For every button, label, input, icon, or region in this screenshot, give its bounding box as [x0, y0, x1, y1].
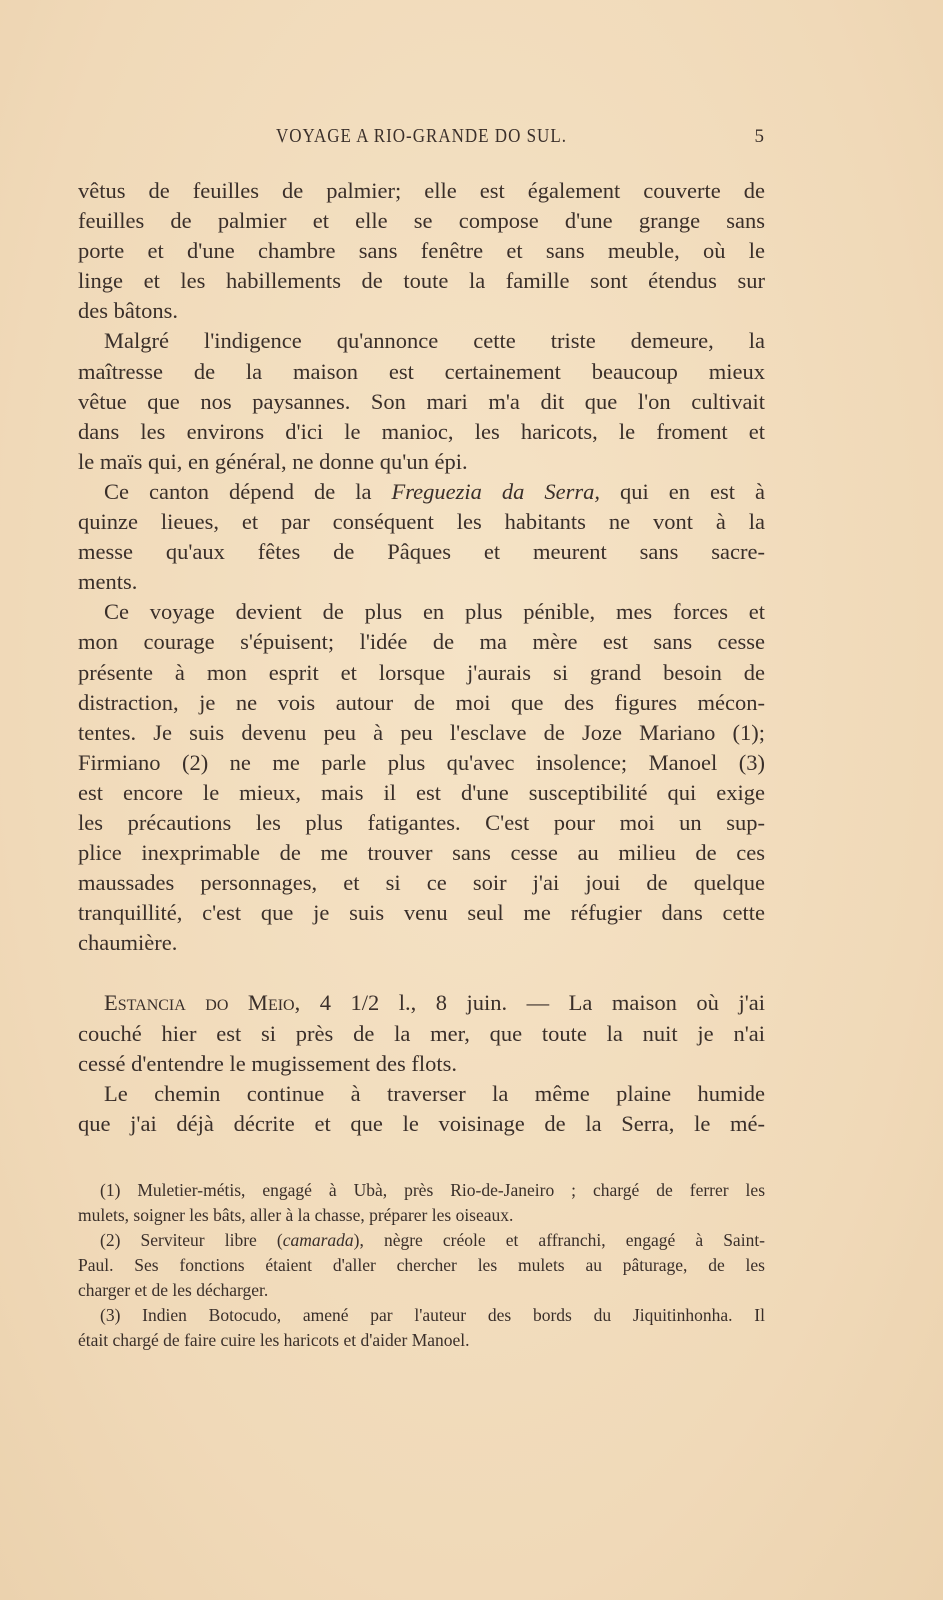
- body-line: [78, 597, 765, 627]
- text-run: qui en est à: [600, 478, 765, 504]
- text-run: est encore le mieux, mais il est d'une susceptibilité qui exige: [78, 779, 765, 805]
- footnote-line: [78, 1228, 765, 1253]
- text-run: couché hier est si près de la mer, que toute la nuit je n'ai: [78, 1020, 765, 1046]
- body-text: [78, 176, 765, 1139]
- text-run: vêtue que nos paysannes. Son mari m'a dit que l'on cultivait: [78, 388, 765, 414]
- body-line: [78, 1079, 765, 1109]
- running-title: VOYAGE A RIO-GRANDE DO SUL.: [276, 124, 567, 147]
- body-line: [78, 658, 765, 688]
- text-run: mon courage s'épuisent; l'idée de ma mère est sans cesse: [78, 629, 765, 655]
- text-run: charger et de les décharger.: [78, 1280, 269, 1300]
- body-line: [78, 778, 765, 808]
- body-line: [78, 718, 765, 748]
- body-line: [78, 898, 765, 928]
- text-run: que j'ai déjà décrite et que le voisinage de la Serra, le mé-: [78, 1110, 765, 1136]
- body-line: [78, 507, 765, 537]
- text-run: messe qu'aux fêtes de Pâques et meurent sans sacre-: [78, 539, 765, 565]
- text-run: quinze lieues, et par conséquent les habitants ne vont à la: [78, 509, 765, 535]
- running-header: [78, 126, 765, 150]
- text-run: mulets, soigner les bâts, aller à la chasse, préparer les oiseaux.: [78, 1205, 514, 1225]
- footnote-line: [78, 1253, 765, 1278]
- body-line: [78, 1019, 765, 1049]
- body-line: [78, 296, 765, 326]
- small-caps-text: Estancia do Meio,: [104, 990, 301, 1016]
- text-run: Malgré l'indigence qu'annonce cette triste demeure, la: [104, 328, 765, 354]
- text-run: chaumière.: [78, 930, 178, 956]
- body-line: [78, 688, 765, 718]
- page-number: 5: [754, 126, 765, 147]
- body-line: [78, 988, 765, 1018]
- text-run: linge et les habillements de toute la famille sont étendus sur: [78, 268, 765, 294]
- text-run: tranquillité, c'est que je suis venu seul me réfugier dans cette: [78, 900, 765, 926]
- body-line: [78, 748, 765, 778]
- body-line: [78, 838, 765, 868]
- body-line: [78, 537, 765, 567]
- footnote-line: [78, 1303, 765, 1328]
- italic-text: camarada: [282, 1230, 354, 1250]
- text-run: distraction, je ne vois autour de moi que des figures mécon-: [78, 689, 765, 715]
- text-run: ), nègre créole et affranchi, engagé à Saint-: [353, 1230, 766, 1250]
- body-line: [78, 417, 765, 447]
- text-run: maîtresse de la maison est certainement beaucoup mieux: [78, 358, 765, 384]
- text-run: Firmiano (2) ne me parle plus qu'avec insolence; Manoel (3): [78, 749, 765, 775]
- text-run: les précautions les plus fatigantes. C'est pour moi un sup-: [78, 809, 765, 835]
- body-line: [78, 1049, 765, 1079]
- body-line: [78, 387, 765, 417]
- text-run: porte et d'une chambre sans fenêtre et sans meuble, où le: [78, 238, 765, 264]
- body-line: [78, 477, 765, 507]
- text-run: tentes. Je suis devenu peu à peu l'esclave de Joze Mariano (1);: [78, 719, 765, 745]
- text-run: maussades personnages, et si ce soir j'ai joui de quelque: [78, 870, 765, 896]
- text-run: (1) Muletier-métis, engagé à Ubà, près Rio-de-Janeiro ; chargé de ferrer les: [100, 1180, 765, 1200]
- text-run: Ce canton dépend de la: [104, 478, 392, 504]
- italic-text: Freguezia da Serra,: [391, 478, 600, 504]
- text-run: le maïs qui, en général, ne donne qu'un épi.: [78, 448, 468, 474]
- text-run: était chargé de faire cuire les haricots et d'aider Manoel.: [78, 1330, 470, 1350]
- text-run: dans les environs d'ici le manioc, les haricots, le froment et: [78, 418, 765, 444]
- footnote-line: [78, 1203, 765, 1228]
- text-run: cessé d'entendre le mugissement des flots.: [78, 1050, 457, 1076]
- text-run: (3) Indien Botocudo, amené par l'auteur des bords du Jiquitinhonha. Il: [100, 1305, 765, 1325]
- footnote-line: [78, 1328, 765, 1353]
- text-run: 4 1/2 l., 8 juin. — La maison où j'ai: [300, 990, 765, 1016]
- body-line: [78, 206, 765, 236]
- body-line: [78, 567, 765, 597]
- body-line: [78, 176, 765, 206]
- body-line: [78, 627, 765, 657]
- body-line: [78, 447, 765, 477]
- text-run: feuilles de palmier et elle se compose d'une grange sans: [78, 208, 765, 234]
- footnote-line: [78, 1278, 765, 1303]
- paragraph-gap: [78, 958, 765, 988]
- text-run: vêtus de feuilles de palmier; elle est également couverte de: [78, 178, 765, 203]
- body-line: [78, 326, 765, 356]
- text-run: présente à mon esprit et lorsque j'aurais si grand besoin de: [78, 659, 765, 685]
- text-run: plice inexprimable de me trouver sans cesse au milieu de ces: [78, 840, 765, 866]
- body-line: [78, 236, 765, 266]
- body-line: [78, 266, 765, 296]
- text-run: Le chemin continue à traverser la même plaine humide: [104, 1080, 765, 1106]
- text-run: Paul. Ses fonctions étaient d'aller chercher les mulets au pâturage, de les: [78, 1255, 765, 1275]
- footnote-line: [78, 1178, 765, 1203]
- text-run: ments.: [78, 569, 138, 595]
- text-run: (2) Serviteur libre (: [100, 1230, 283, 1250]
- body-line: [78, 357, 765, 387]
- text-run: des bâtons.: [78, 298, 178, 324]
- body-line: [78, 928, 765, 958]
- body-line: [78, 1109, 765, 1139]
- footnotes: [78, 1178, 765, 1353]
- text-run: Ce voyage devient de plus en plus pénible, mes forces et: [104, 599, 765, 625]
- body-line: [78, 868, 765, 898]
- body-line: [78, 808, 765, 838]
